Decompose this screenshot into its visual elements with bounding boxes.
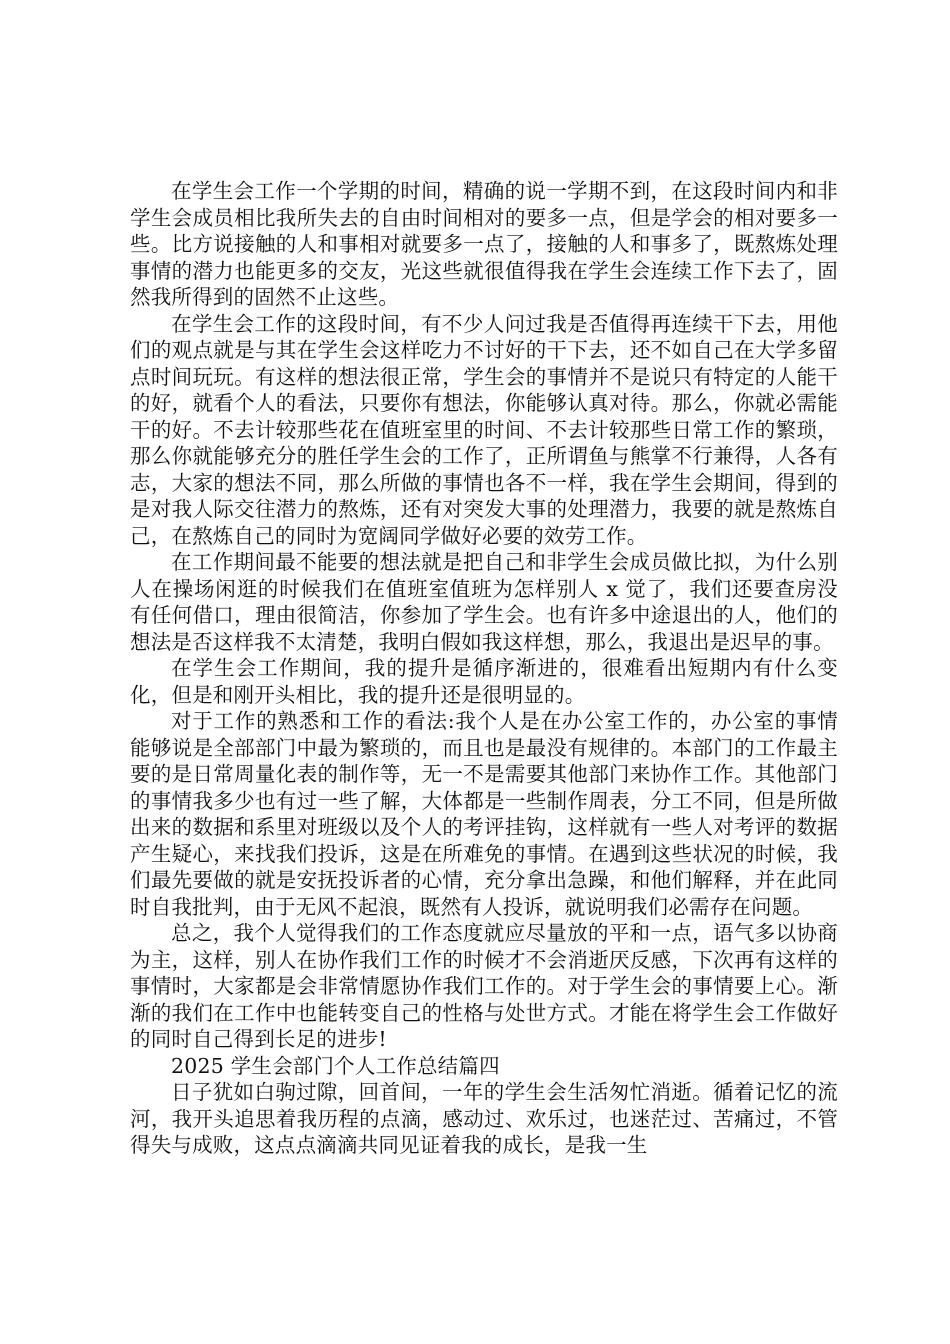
paragraph-6: 总之，我个人觉得我们的工作态度就应尽量放的平和一点，语气多以协商为主，这样，别人在协作我们工作的时候才不会消逝厌反感，下次再有这样的事情时，大家都是会非常情愿协作我们工作的。对于学生会的事情要上心。渐渐的我们在工作中也能转变自己的性格与处世方式。才能在将学生会工作做好的同时自己得到长足的进步! (130, 921, 838, 1051)
paragraph-2: 在学生会工作的这段时间，有不少人问过我是否值得再连续干下去，用他们的观点就是与其在学生会这样吃力不讨好的干下去，还不如自己在大学多留点时间玩玩。有这样的想法很正常，学生会的事情并不是说只有特定的人能干的好，就看个人的看法，只要你有想法，你能够认真对待。那么，你就必需能干的好。不去计较那些花在值班室里的时间、不去计较那些日常工作的繁琐，那么你就能够充分的胜任学生会的工作了，正所谓鱼与熊掌不行兼得，人各有志，大家的想法不同，那么所做的事情也各不一样，我在学生会期间，得到的是对我人际交往潜力的熬炼，还有对突发大事的处理潜力，我要的就是熬炼自己，在熬炼自己的同时为宽阔同学做好必要的效劳工作。 (130, 311, 838, 548)
paragraph-1: 在学生会工作一个学期的时间，精确的说一学期不到，在这段时间内和非学生会成员相比我所失去的自由时间相对的要多一点，但是学会的相对要多一些。比方说接触的人和事相对就要多一点了，接触的人和事多了，既熬炼处理事情的潜力也能更多的交友，光这些就很值得我在学生会连续工作下去了，固然我所得到的固然不止这些。 (130, 179, 838, 309)
section-heading: 2025 学生会部门个人工作总结篇四 (171, 1053, 500, 1078)
paragraph-7: 日子犹如白驹过隙，回首间，一年的学生会生活匆忙消逝。循着记忆的流河，我开头追思着我历程的点滴，感动过、欢乐过，也迷茫过、苦痛过，不管得失与成败，这点点滴滴共同见证着我的成长，是我一生 (130, 1080, 838, 1157)
paragraph-4: 在学生会工作期间，我的提升是循序渐进的，很难看出短期内有什么变化，但是和刚开头相比，我的提升还是很明显的。 (130, 656, 838, 707)
paragraph-3: 在工作期间最不能要的想法就是把自己和非学生会成员做比拟，为什么别人在操场闲逛的时候我们在值班室值班为怎样别人 x 觉了，我们还要查房没有任何借口，理由很简洁，你参加了学生会。也有许多中途退出的人，他们的想法是否这样我不太清楚，我明白假如我这样想，那么，我退出是迟早的事。 (130, 550, 838, 654)
paragraph-5: 对于工作的熟悉和工作的看法:我个人是在办公室工作的，办公室的事情能够说是全部部门中最为繁琐的，而且也是最没有规律的。本部门的工作最主要的是日常周量化表的制作等，无一不是需要其他部门来协作工作。其他部门的事情我多少也有过一些了解，大体都是一些制作周表，分工不同，但是所做出来的数据和系里对班级以及个人的考评挂钩，这样就有一些人对考评的数据产生疑心，来找我们投诉，这是在所难免的事情。在遇到这些状况的时候，我们最先要做的就是安抚投诉者的心情，充分拿出急躁，和他们解释，并在此同时自我批判，由于无风不起浪，既然有人投诉，就说明我们必需存在问题。 (130, 709, 838, 919)
document-body (130, 178, 838, 1159)
